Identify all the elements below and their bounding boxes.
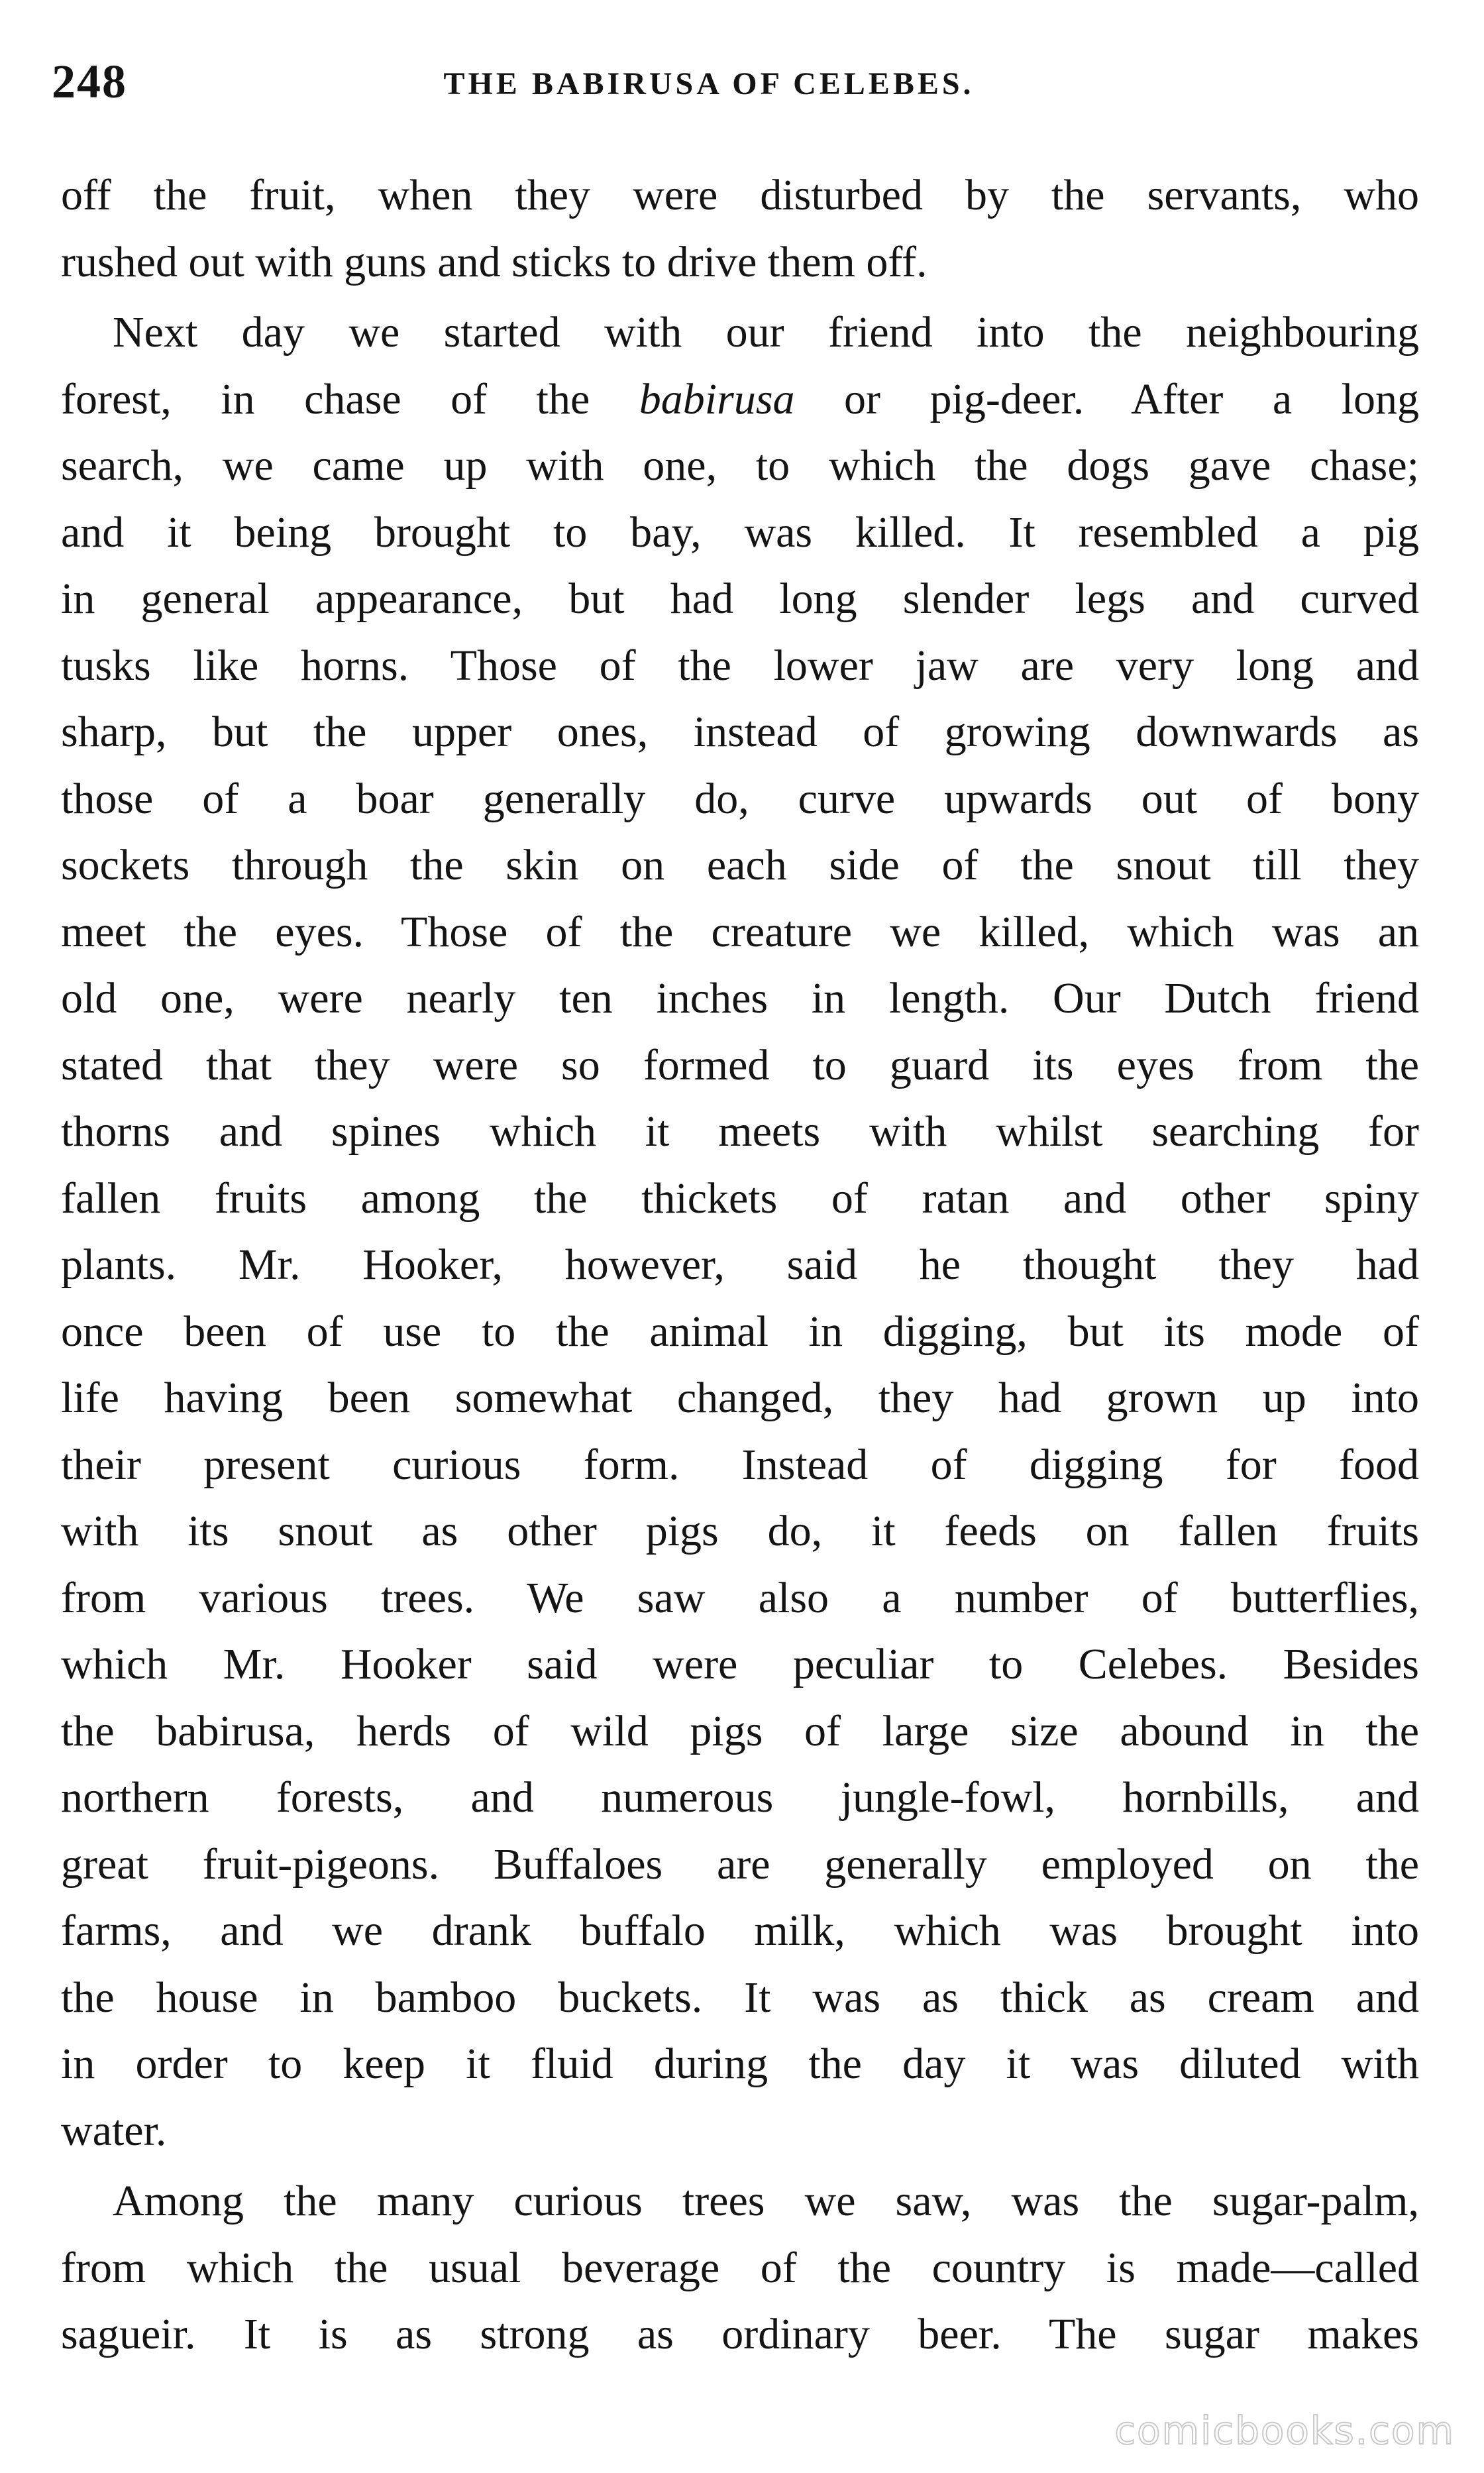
text-line: sagueir. It is as strong as ordinary beer. The sugar makes <box>61 2310 1419 2358</box>
text-line: and it being brought to bay, was killed. It resembled a pig <box>61 508 1419 557</box>
text-line: sockets through the skin on each side of the snout till they <box>61 841 1419 889</box>
text-line: fallen fruits among the thickets of ratan and other spiny <box>61 1174 1419 1223</box>
text-line: off the fruit, when they were disturbed by the servants, who <box>61 171 1419 219</box>
text-line: in order to keep it fluid during the day it was diluted with <box>61 2040 1419 2088</box>
text-line: plants. Mr. Hooker, however, said he thought they had <box>61 1240 1419 1289</box>
text-line: in general appearance, but had long slender legs and curved <box>61 575 1419 623</box>
text-line: from which the usual beverage of the country is made—called <box>61 2243 1419 2292</box>
text-line: sharp, but the upper ones, instead of growing downwards as <box>61 708 1419 756</box>
text-line: thorns and spines which it meets with whilst searching for <box>61 1107 1419 1156</box>
page-number: 248 <box>52 55 127 108</box>
text-line: rushed out with guns and sticks to drive them off. <box>61 237 928 286</box>
text-line: tusks like horns. Those of the lower jaw are very long and <box>61 641 1419 690</box>
paragraph-2 <box>61 300 1419 2164</box>
text-line: forest, in chase of the babirusa or pig-deer. After a long <box>61 374 1419 423</box>
paragraph-1 <box>61 162 1419 296</box>
text-line: their present curious form. Instead of digging for food <box>61 1440 1419 1489</box>
running-title: THE BABIRUSA OF CELEBES. <box>443 66 975 101</box>
text-line: water. <box>61 2106 167 2155</box>
watermark-logo: comicbooks.com <box>1114 2408 1455 2453</box>
text-line: the babirusa, herds of wild pigs of large size abound in the <box>61 1706 1419 1755</box>
text-line: northern forests, and numerous jungle-fowl, hornbills, and <box>61 1773 1419 1822</box>
text-line: old one, were nearly ten inches in length. Our Dutch friend <box>61 974 1419 1022</box>
text-line: which Mr. Hooker said were peculiar to Celebes. Besides <box>61 1640 1419 1688</box>
text-line: once been of use to the animal in digging, but its mode of <box>61 1307 1419 1356</box>
text-line: the house in bamboo buckets. It was as thick as cream and <box>61 1973 1419 2022</box>
text-line: meet the eyes. Those of the creature we killed, which was an <box>61 907 1419 956</box>
text-line: with its snout as other pigs do, it feeds on fallen fruits <box>61 1507 1419 1555</box>
italic-term: babirusa <box>639 374 795 423</box>
text-line: life having been somewhat changed, they had grown up into <box>61 1374 1419 1422</box>
paragraph-3 <box>61 2168 1419 2368</box>
text-line: Among the many curious trees we saw, was the sugar-palm, <box>113 2177 1419 2225</box>
text-line: Next day we started with our friend into the neighbouring <box>113 308 1419 357</box>
text-line: from various trees. We saw also a number of butterflies, <box>61 1573 1419 1622</box>
text-line: stated that they were so formed to guard its eyes from the <box>61 1040 1419 1089</box>
running-head <box>0 52 1484 111</box>
body-text <box>61 162 1419 2368</box>
text-line: farms, and we drank buffalo milk, which was brought into <box>61 1906 1419 1955</box>
text-line: search, we came up with one, to which the dogs gave chase; <box>61 441 1419 490</box>
text-line: great fruit-pigeons. Buffaloes are generally employed on the <box>61 1840 1419 1889</box>
text-line: those of a boar generally do, curve upwards out of bony <box>61 774 1419 823</box>
